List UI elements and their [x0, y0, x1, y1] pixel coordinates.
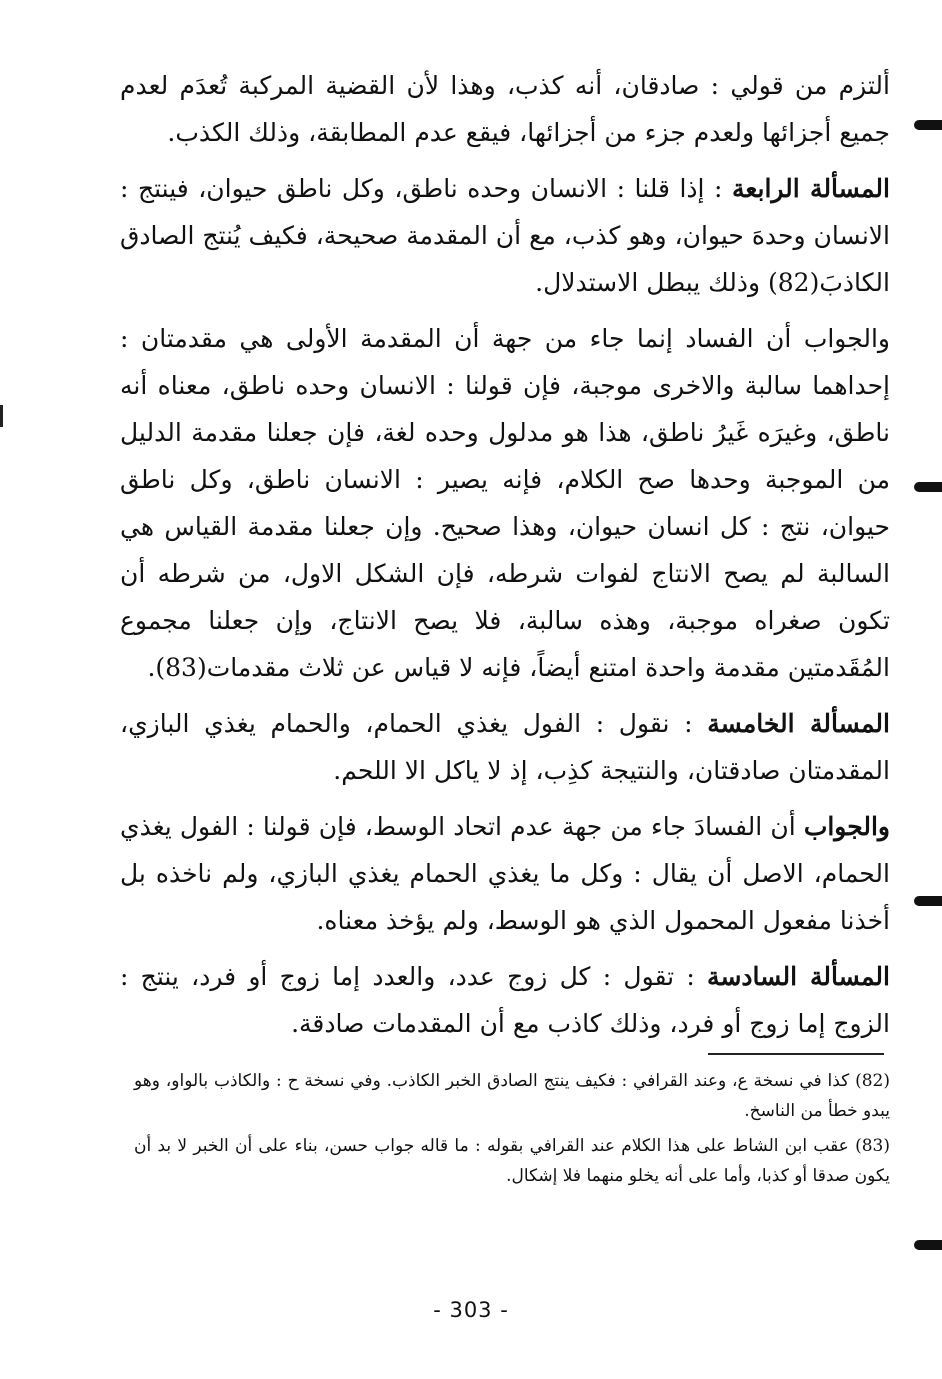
margin-scan-mark — [914, 120, 942, 130]
footnote-divider — [708, 1053, 884, 1055]
main-text — [120, 62, 890, 1056]
paragraph-6-lead: المسألة السادسة — [707, 962, 890, 991]
margin-scan-mark — [914, 482, 942, 492]
footnote-83: (83) عقب ابن الشاط على هذا الكلام عند القرافي بقوله : ما قاله جواب حسن، بناء على أن الخبر لا بد أن يكون صدقا أو كذبا، وأما على أنه يخلو منهما فلا إشكال. — [134, 1136, 890, 1186]
margin-scan-mark — [914, 896, 942, 906]
paragraph-4-text: : نقول : الفول يغذي الحمام، والحمام يغذي البازي، المقدمتان صادقتان، والنتيجة كذِب، إذ لا ياكل الا اللحم. — [120, 709, 890, 785]
page-number: - 303 - — [433, 1298, 509, 1322]
paragraph-5-text: أن الفسادَ جاء من جهة عدم اتحاد الوسط، فإن قولنا : الفول يغذي الحمام، الاصل أن يقال : وكل ما يغذي الحمام يغذي البازي، ولم ناخذه بل أخذنا مفعول المحمول الذي هو الوسط، ولم يؤخذ معناه. — [120, 812, 890, 935]
paragraph-1 — [120, 62, 890, 156]
footnotes — [134, 1066, 890, 1196]
paragraph-2-lead: المسألة الرابعة — [732, 174, 890, 203]
paragraph-6 — [120, 953, 890, 1047]
paragraph-2-text: : إذا قلنا : الانسان وحده ناطق، وكل ناطق حيوان، فينتج : الانسان وحدهَ حيوان، وهو كذب، مع أن المقدمة صحيحة، فكيف يُنتج الصادق الكاذبَ(82) وذلك يبطل الاستدلال. — [120, 174, 890, 297]
paragraph-3 — [120, 315, 890, 691]
paragraph-4-lead: المسألة الخامسة — [707, 709, 890, 738]
margin-scan-mark — [914, 1240, 942, 1250]
paragraph-4 — [120, 700, 890, 794]
paragraph-5 — [120, 803, 890, 944]
paragraph-3-text: والجواب أن الفساد إنما جاء من جهة أن المقدمة الأولى هي مقدمتان : إحداهما سالبة والاخرى موجبة، فإن قولنا : الانسان وحده ناطق، معناه أنه ناطق، وغيرَه غَيرُ ناطق، هذا هو مدلول وحده لغة، فإن جعلنا مقدمة الدليل من الموجبة وحدها صح الكلام، فإنه يصير : الانسان ناطق، وكل ناطق حيوان، نتج : كل انسان حيوان، وهذا صحيح. وإن جعلنا مقدمة القياس هي السالبة لم يصح الانتاج لفوات شرطه، فإن الشكل الاول، من شرطه أن تكون صغراه موجبة، وهذه سالبة، فلا يصح الانتاج، وإن جعلنا مجموع المُقَدمتين مقدمة واحدة امتنع أيضاً، فإنه لا قياس عن ثلاث مقدمات(83). — [120, 324, 890, 682]
left-edge-mark — [0, 405, 3, 427]
paragraph-5-lead: والجواب — [803, 812, 890, 841]
paragraph-2 — [120, 165, 890, 306]
footnote-82: (82) كذا في نسخة ع، وعند القرافي : فكيف ينتج الصادق الخبر الكاذب. وفي نسخة ح : والكاذب بالواو، وهو يبدو خطأ من الناسخ. — [134, 1071, 891, 1121]
paragraph-6-text: : تقول : كل زوج عدد، والعدد إما زوج أو فرد، ينتج : الزوج إما زوج أو فرد، وذلك كاذب مع أن المقدمات صادقة. — [120, 962, 890, 1038]
paragraph-1-text: ألتزم من قولي : صادقان، أنه كذب، وهذا لأن القضية المركبة تُعدَم لعدم جميع أجزائها ولعدم جزء من أجزائها، فيقع عدم المطابقة، وذلك الكذب. — [120, 71, 890, 147]
